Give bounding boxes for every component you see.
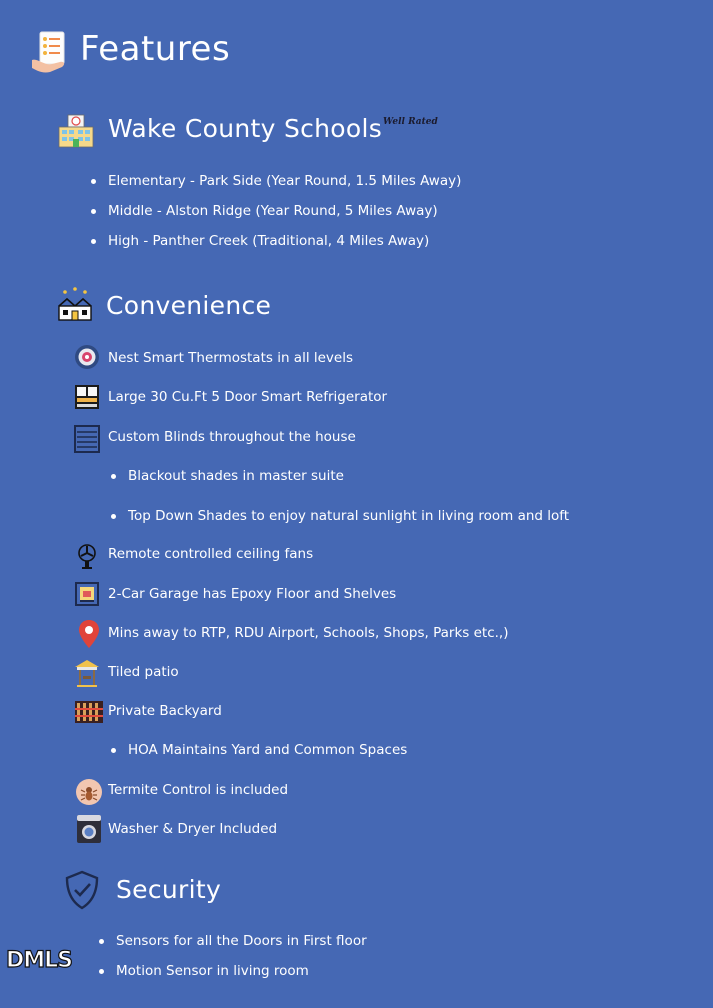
convenience-item-termite: Termite Control is included (108, 782, 289, 798)
convenience-item-blinds: Custom Blinds throughout the house (108, 429, 356, 445)
security-shield-icon (64, 870, 100, 910)
convenience-subitem-blackout: Blackout shades in master suite (128, 468, 344, 484)
convenience-item-backyard: Private Backyard (108, 703, 222, 719)
security-heading: Security (116, 875, 222, 904)
school-item-middle: Middle - Alston Ridge (Year Round, 5 Miles Away) (108, 203, 438, 219)
convenience-buildings-icon (55, 286, 95, 322)
convenience-item-washer: Washer & Dryer Included (108, 821, 278, 837)
security-item-motion-sensor: Motion Sensor in living room (116, 963, 309, 979)
school-item-elementary: Elementary - Park Side (Year Round, 1.5 Miles Away) (108, 173, 462, 189)
ceiling-fan-icon (74, 542, 100, 570)
blinds-icon (74, 425, 100, 453)
location-pin-icon (77, 619, 101, 649)
convenience-heading: Convenience (106, 291, 272, 320)
well-rated-badge: Well Rated (383, 117, 438, 127)
convenience-item-location: Mins away to RTP, RDU Airport, Schools, Shops, Parks etc.,) (108, 625, 509, 641)
convenience-subitem-hoa: HOA Maintains Yard and Common Spaces (128, 742, 408, 758)
convenience-item-refrigerator: Large 30 Cu.Ft 5 Door Smart Refrigerator (108, 389, 388, 405)
thermostat-icon (74, 344, 100, 370)
dmls-watermark: DMLS (6, 948, 73, 973)
convenience-subitem-top-down: Top Down Shades to enjoy natural sunlight in living room and loft (128, 508, 570, 524)
fence-icon (74, 699, 104, 725)
washer-icon (76, 814, 102, 844)
page-title: Features (80, 29, 231, 69)
patio-icon (74, 658, 100, 688)
convenience-item-garage: 2-Car Garage has Epoxy Floor and Shelves (108, 586, 397, 602)
features-checklist-icon (30, 30, 72, 74)
schools-heading: Wake County Schools (108, 114, 383, 143)
refrigerator-icon (74, 384, 100, 410)
termite-icon (75, 778, 103, 806)
garage-icon (74, 581, 100, 607)
convenience-item-patio: Tiled patio (108, 664, 179, 680)
school-item-high: High - Panther Creek (Traditional, 4 Miles Away) (108, 233, 430, 249)
convenience-item-thermostats: Nest Smart Thermostats in all levels (108, 350, 353, 366)
security-item-door-sensors: Sensors for all the Doors in First floor (116, 933, 367, 949)
school-building-icon (57, 112, 95, 150)
convenience-item-ceiling-fans: Remote controlled ceiling fans (108, 546, 314, 562)
